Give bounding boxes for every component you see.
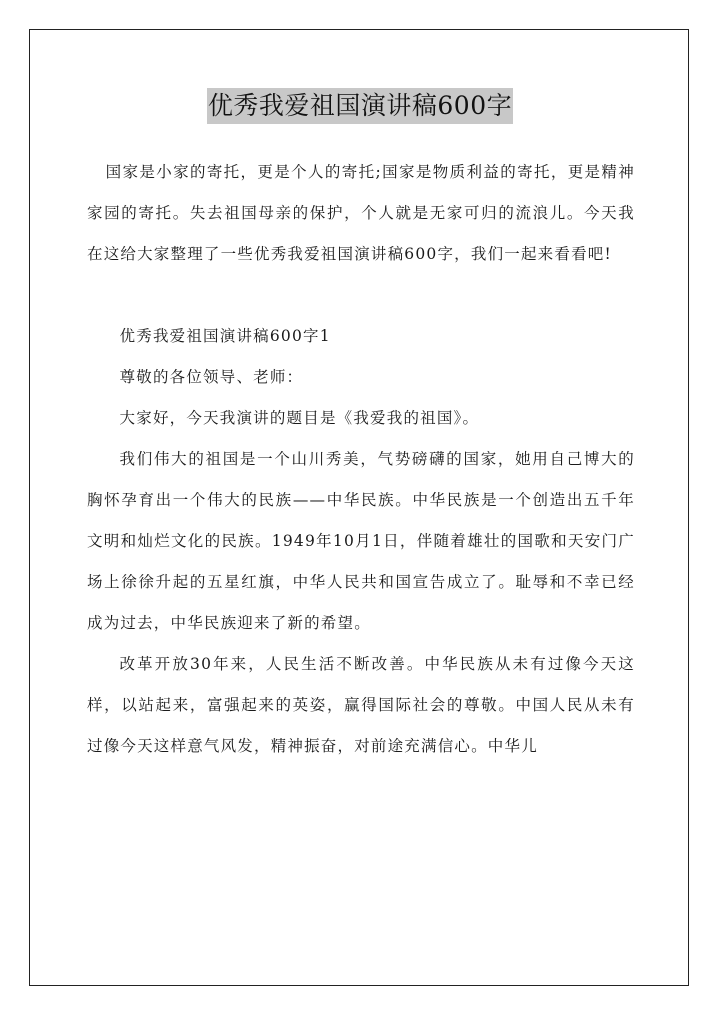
salutation: 尊敬的各位领导、老师： [119,368,304,386]
section-heading: 优秀我爱祖国演讲稿600字1 [119,327,331,345]
document-title: 优秀我爱祖国演讲稿600字 [207,88,513,124]
body-paragraph: 改革开放30年来，人民生活不断改善。中华民族从未有过像今天这样，以站起来，富强起来的英姿，赢得国际社会的尊敬。中国人民从未有过像今天这样意气风发，精神振奋，对前途充满信心。中华儿 [87,655,635,755]
paragraph-gap [87,275,635,316]
body-paragraph: 我们伟大的祖国是一个山川秀美，气势磅礴的国家，她用自己博大的胸怀孕育出一个伟大的民族——中华民族。中华民族是一个创造出五千年文明和灿烂文化的民族。1949年10月1日，伴随着雄壮的国歌和天安门广场上徐徐升起的五星红旗，中华人民共和国宣告成立了。耻辱和不幸已经成为过去，中华民族迎来了新的希望。 [87,450,635,632]
intro-paragraph: 国家是小家的寄托，更是个人的寄托;国家是物质利益的寄托，更是精神家园的寄托。失去祖国母亲的保护，个人就是无家可归的流浪儿。今天我在这给大家整理了一些优秀我爱祖国演讲稿600字，我们一起来看看吧! [87,163,635,263]
greeting: 大家好，今天我演讲的题目是《我爱我的祖国》。 [119,409,480,427]
title-container [0,88,720,124]
document-body [87,152,635,767]
